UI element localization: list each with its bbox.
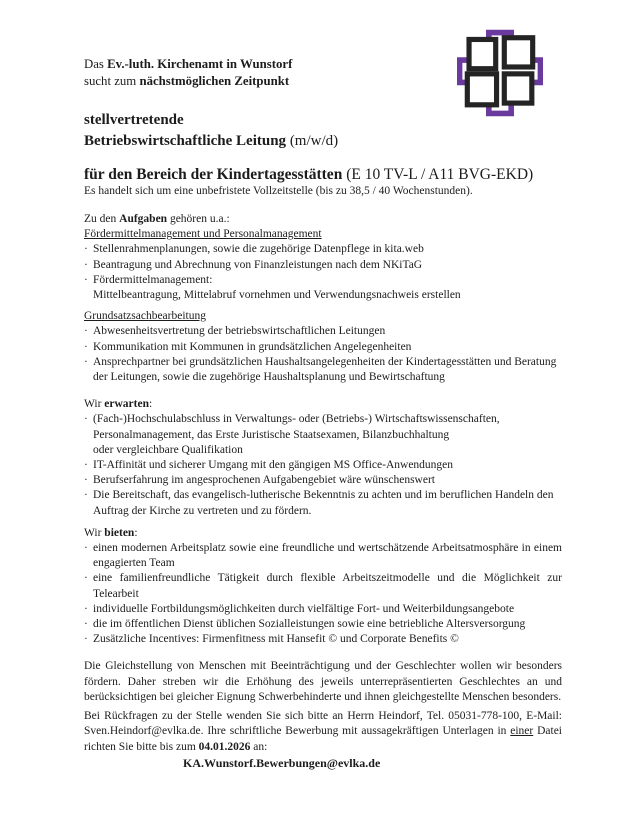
list-item-text: Die Bereitschaft, das evangelisch-lutherische Bekenntnis zu achten und im beruflichen Handeln den Auftrag der Kirche zu vertreten und zu fördern. <box>93 489 554 517</box>
bullet-marker: · <box>84 340 88 353</box>
list-item-text: Berufserfahrung im angesprochenen Aufgabengebiet wäre wünschenswert <box>93 474 435 487</box>
list-item <box>84 632 562 647</box>
heading-pre: Wir <box>84 526 105 539</box>
intro-text: sucht zum <box>84 74 140 88</box>
list-item-continuation: Mittelbeantragung, Mittelabruf vornehmen und Verwendungsnachweis erstellen <box>93 289 461 302</box>
contact-paragraph <box>84 709 562 755</box>
list-item <box>84 273 562 288</box>
application-deadline: 04.01.2026 <box>198 740 251 753</box>
contact-text: an: <box>250 740 268 753</box>
job-title <box>84 110 562 152</box>
tasks-intro-bold: Aufgaben <box>119 213 168 225</box>
bullet-marker: · <box>84 243 88 256</box>
gender-note: (m/w/d) <box>286 133 339 149</box>
list-item <box>84 541 562 571</box>
list-item <box>84 412 562 458</box>
heading-post: : <box>149 398 153 411</box>
tasks-intro <box>84 212 562 227</box>
section-policy-tasks <box>84 309 562 385</box>
list-item <box>84 571 562 601</box>
bullet-marker: · <box>84 258 88 271</box>
list-item <box>84 488 562 518</box>
list-item-text: Kommunikation mit Kommunen in grundsätzlichen Angelegenheiten <box>93 340 412 353</box>
employer-intro <box>84 56 562 90</box>
contact-underline: einer <box>510 725 534 738</box>
list-item-text: die im öffentlichen Dienst üblichen Sozialleistungen sowie eine betriebliche Altersversorgung <box>93 618 526 631</box>
list-item-text: Ansprechpartner bei grundsätzlichen Haushaltsangelegenheiten der Kindertagesstätten und Beratung der Leitungen, sowie die zugehörige Haushaltsplanung und Bewirtschaftung <box>93 355 557 384</box>
tasks-intro-post: gehören u.a.: <box>167 213 230 225</box>
list-item <box>84 617 562 632</box>
bullet-marker: · <box>84 618 88 631</box>
line: (Fach-)Hochschulabschluss in Verwaltungs- oder (Betriebs-) Wirtschaftswissenschaften, <box>93 413 500 426</box>
list-item <box>84 340 562 355</box>
tasks-subheading-funding: Fördermittelmanagement und Personalmanagement <box>84 228 322 241</box>
list-item-text: eine familienfreundliche Tätigkeit durch flexible Arbeitszeitmodelle und die Möglichkeit zur Telearbeit <box>93 572 562 600</box>
list-item-text: individuelle Fortbildungsmöglichkeiten durch vielfältige Fort- und Weiterbildungsangebote <box>93 602 515 615</box>
list-item-text: IT-Affinität und sicherer Umgang mit den gängigen MS Office-Anwendungen <box>93 459 454 472</box>
bullet-marker: · <box>84 273 88 286</box>
list-item-text: einen modernen Arbeitsplatz sowie eine freundliche und wertschätzende Arbeitsatmosphäre in einem engagierten Team <box>93 542 562 570</box>
bullet-marker: · <box>84 459 88 472</box>
contact-text: Datei richten Sie bitte bis zum <box>84 725 562 753</box>
list-item-text: Fördermittelmanagement: <box>93 273 213 286</box>
job-title-bold: Betriebswirtschaftliche Leitung <box>84 133 287 149</box>
equality-paragraph: Die Gleichstellung von Menschen mit Beeinträchtigung und der Geschlechter wollen wir besonders fördern. Daher streben wir die Erhöhung des jeweils unterrepräsentierten Geschlechtes an und berücksichtigen bei gleicher Eignung Schwerbehinderte und ihnen gleichgestellte Menschen besonders. <box>84 660 562 703</box>
bullet-marker: · <box>84 413 88 426</box>
contact-text: Bei Rückfragen zu der Stelle wenden Sie sich bitte an Herrn Heindorf, Tel. 05031-778-100, E-Mail: Sven.Heindorf@evlka.de. Ihre schriftliche Bewerbung mit aussagekräftigen Unterlagen in <box>84 710 562 738</box>
tasks-subheading-policy: Grundsatzsachbearbeitung <box>84 310 206 323</box>
list-item-text <box>93 412 562 458</box>
bullet-marker: · <box>84 355 88 368</box>
tasks-intro-pre: Zu den <box>84 213 120 225</box>
heading-bold: erwarten <box>104 398 149 411</box>
section-offer <box>84 526 562 648</box>
heading-bold: bieten <box>104 526 135 539</box>
line: oder vergleichbare Qualifikation <box>93 443 243 456</box>
list-item <box>84 324 562 339</box>
bullet-marker: · <box>84 489 88 502</box>
offer-heading <box>84 526 562 541</box>
bullet-marker: · <box>84 572 88 585</box>
job-subtitle <box>84 165 562 184</box>
application-email: KA.Wunstorf.Bewerbungen@evlka.de <box>183 755 381 770</box>
heading-pre: Wir <box>84 398 105 411</box>
list-item <box>84 473 562 488</box>
document-content <box>84 56 562 771</box>
timing-line <box>84 73 562 90</box>
line: Personalmanagement, das Erste Juristische Staatsexamen, Bilanzbuchhaltung <box>93 428 450 441</box>
list-item <box>84 242 562 257</box>
bullet-marker: · <box>84 325 88 338</box>
subtitle-bold: für den Bereich der Kindertagesstätten <box>84 166 343 183</box>
list-item-text: Abwesenheitsvertretung der betriebswirtschaftlichen Leitungen <box>93 325 386 338</box>
bullet-marker: · <box>84 633 88 646</box>
list-item <box>84 458 562 473</box>
bullet-marker: · <box>84 602 88 615</box>
section-expectations <box>84 397 562 519</box>
list-item-text: Stellenrahmenplanungen, sowie die zugehörige Datenpflege in kita.web <box>93 243 424 256</box>
employer-name: Ev.-luth. Kirchenamt in Wunstorf <box>107 57 293 71</box>
job-title-line2 <box>84 131 562 152</box>
job-title-line1: stellvertretende <box>84 112 184 128</box>
list-item-text: Zusätzliche Incentives: Firmenfitness mit Hansefit © und Corporate Benefits © <box>93 633 459 646</box>
employer-line <box>84 56 562 73</box>
list-item <box>84 355 562 385</box>
section-tasks <box>84 212 562 303</box>
bullet-marker: · <box>84 474 88 487</box>
list-item-text: Beantragung und Abrechnung von Finanzleistungen nach dem NKiTaG <box>93 258 423 271</box>
pay-grade: (E 10 TV-L / A11 BVG-EKD) <box>342 166 534 183</box>
list-item <box>84 602 562 617</box>
list-item <box>84 258 562 273</box>
contract-note: Es handelt sich um eine unbefristete Vollzeitstelle (bis zu 38,5 / 40 Wochenstunden). <box>84 185 473 197</box>
expectations-heading <box>84 397 562 412</box>
bullet-marker: · <box>84 542 88 555</box>
timing-emphasis: nächstmöglichen Zeitpunkt <box>139 74 290 88</box>
heading-post: : <box>134 526 138 539</box>
intro-text: Das <box>84 57 108 71</box>
